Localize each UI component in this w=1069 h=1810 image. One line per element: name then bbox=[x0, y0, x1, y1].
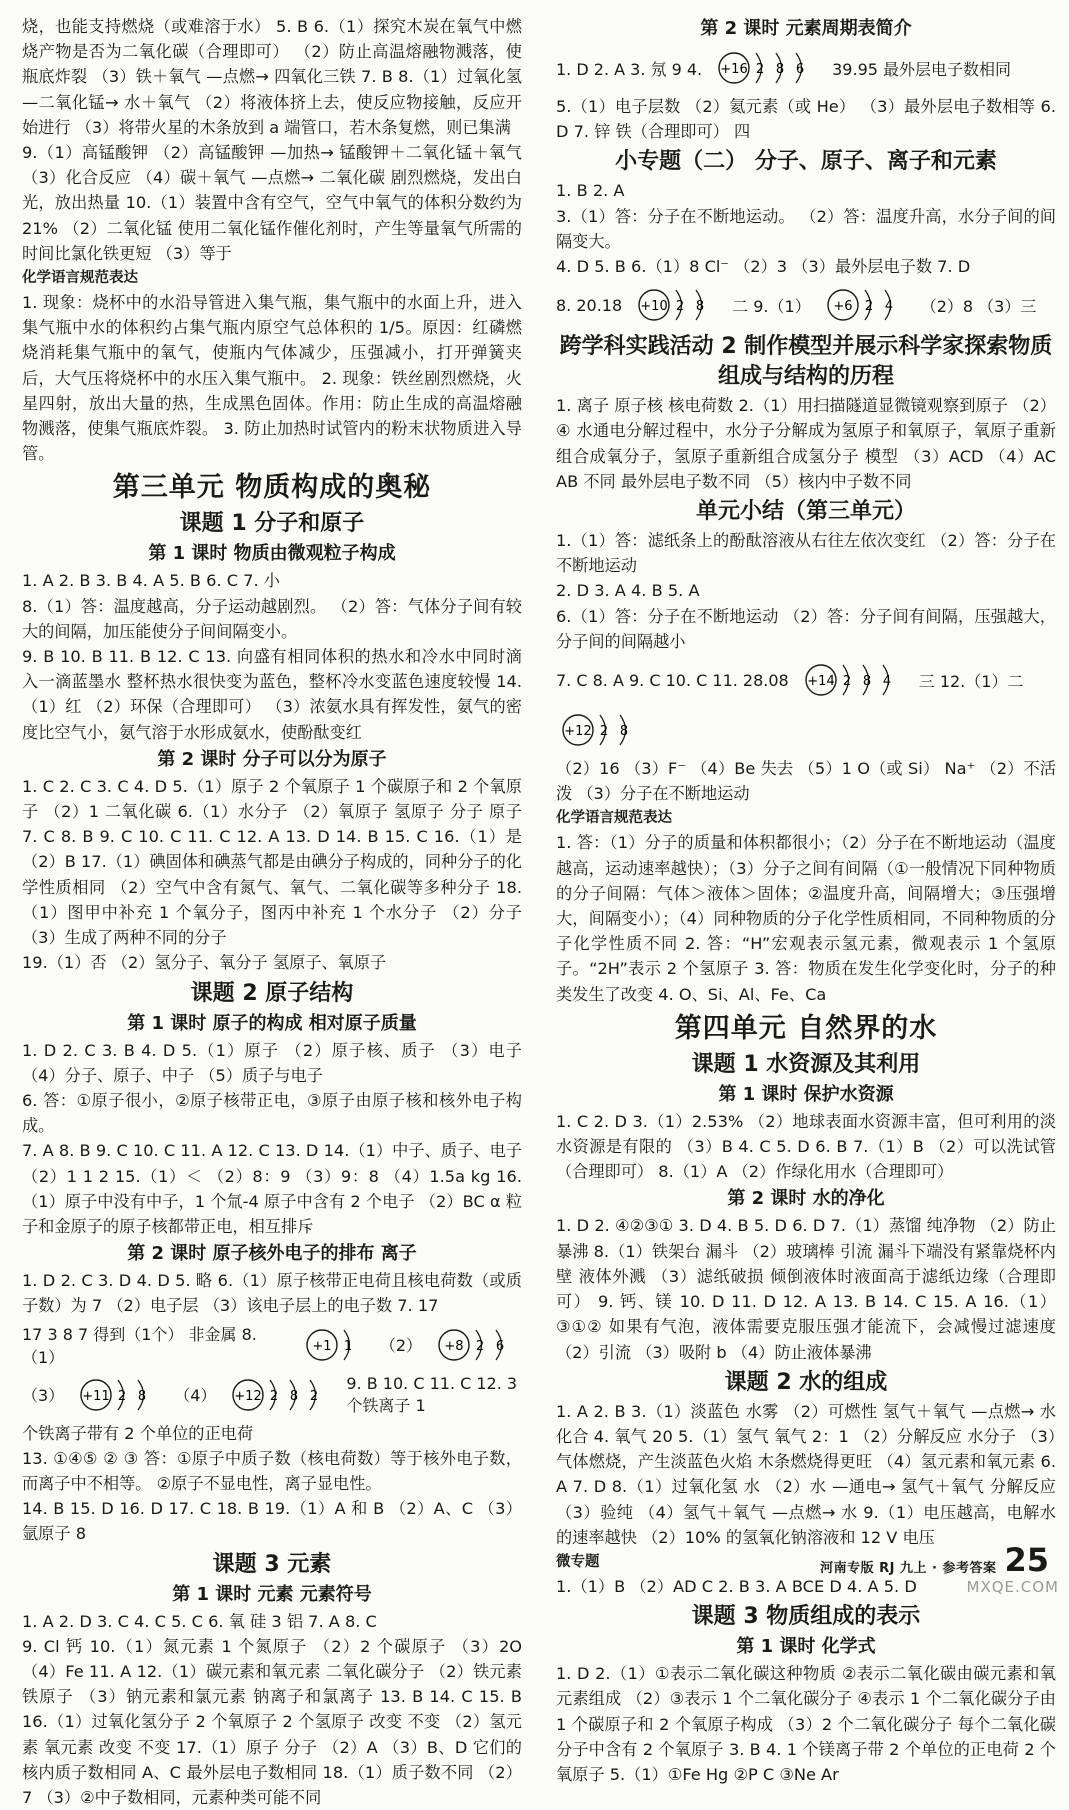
atom-diagram-line bbox=[556, 656, 1056, 704]
footer-label: 河南专版 RJ 九上 · 参考答案 bbox=[820, 1561, 997, 1576]
unit-title: 第四单元 自然界的水 bbox=[674, 1012, 938, 1044]
answer-paragraph: 14. B 15. D 16. D 17. C 18. B 19.（1）A 和 B （2）A、C （3）氩原子 8 bbox=[22, 1499, 522, 1544]
answer-text: 7. C 8. A 9. C 10. C 11. 28.08 bbox=[556, 670, 789, 690]
shell-electron-count: 4 bbox=[884, 299, 893, 315]
shell-electron-count: 2 bbox=[676, 299, 685, 315]
page-number: 25 bbox=[1004, 1541, 1049, 1579]
lesson-title: 课题 3 物质组成的表示 bbox=[691, 1604, 921, 1630]
period-title: 第 1 课时 物质由微观粒子构成 bbox=[148, 543, 396, 565]
answer-paragraph: 8.（1）答：温度越高，分子运动越剧烈。 （2）答：气体分子间有较大的间隔，加压能使分子间间隔变小。 bbox=[22, 596, 522, 641]
answer-text: （4） bbox=[174, 1386, 217, 1406]
atom-structure-diagram bbox=[821, 282, 911, 328]
atom-diagram-line bbox=[556, 281, 1056, 329]
lesson-title: 课题 3 元素 bbox=[212, 1551, 332, 1577]
lesson-title: 课题 1 分子和原子 bbox=[179, 511, 365, 537]
shell-electron-count: 2 bbox=[755, 62, 765, 77]
lesson-title: 课题 1 水资源及其利用 bbox=[691, 1051, 921, 1077]
answer-paragraph: 6.（1）答：分子在不断地运动 （2）答：分子间有间隔，压强越大，分子间的间隔越小 bbox=[556, 606, 1056, 651]
atom-structure-diagram bbox=[74, 1372, 164, 1418]
answer-paragraph: 3.（1）答：分子在不断地运动。 （2）答：温度升高，水分子间的间隔变大。 bbox=[556, 206, 1056, 251]
shell-electron-count: 2 bbox=[864, 299, 873, 315]
answer-paragraph: 9. Cl 钙 10.（1）氮元素 1 个氮原子 （2）2 个碳原子 （3）2O （4）Fe 11. A 12.（1）碳元素和氧元素 二氧化碳分子 （2）铁元素 铁原子 （3）钠元素和氯元素 钠离子和氯离子 13. B 14. C 15. B 16.（1）过氧化氢分子 2 个氧原子 2 个氢原子 改变 不变 （2）氢元素 氧元素 改变 不变 17.（1）原子 分子 （2）A （3）B、D 它们的核内质子数相同 A、C 最外层电子数相同 18.（1）质子数不同 （2）7 （3）②中子数相同，元素种类可能不同 bbox=[22, 1636, 522, 1807]
answer-paragraph: 9. B 10. B 11. B 12. C 13. 向盛有相同体积的热水和冷水中同时滴入一滴蓝墨水 整杯热水很快变为蓝色，整杯冷水变蓝色速度较慢 14.（1）红 （2）环保（合理即可） （3）浓氨水具有挥发性，氨气的密度比空气小，氨气溶于水形成氨水，使酚酞变红 bbox=[22, 647, 522, 742]
answer-text: 三 12.（1）二 bbox=[918, 671, 1024, 691]
atom-structure-diagram bbox=[300, 1322, 370, 1368]
shell-electron-count: 8 bbox=[775, 62, 785, 77]
answer-paragraph: 烧，也能支持燃烧（或难溶于水） 5. B 6.（1）探究木炭在氧气中燃烧产物是否为二氧化碳（合理即可） （2）防止高温熔融物溅落，使瓶底炸裂 （3）铁＋氧气 —点燃→ 四氧化三铁 7. B 8.（1）过氧化氢 —二氧化锰→ 水＋氧气 （2）将液体挤上去，使反应物接触，反应开始进行 （3）将带火星的木条放到 a 端管口，若木条复燃，则已集满 bbox=[22, 17, 522, 137]
shell-electron-count: 2 bbox=[599, 724, 609, 740]
answer-paragraph: 6. 答：①原子很小，②原子核带正电，③原子由原子核和核外电子构成。 bbox=[22, 1090, 522, 1136]
shell-electron-count: 2 bbox=[118, 1388, 127, 1404]
lesson-title: 小专题（二） 分子、原子、离子和元素 bbox=[615, 149, 997, 175]
period-title: 第 1 课时 原子的构成 相对原子质量 bbox=[127, 1012, 417, 1034]
shell-electron-count: 8 bbox=[619, 724, 629, 740]
answer-paragraph: 2. D 3. A 4. B 5. A bbox=[556, 581, 700, 601]
nuclear-charge-label: +12 bbox=[564, 724, 592, 740]
answer-text: 二 9.（1） bbox=[732, 296, 811, 316]
answer-paragraph: 1. D 2. ④②③① 3. D 4. B 5. D 6. D 7.（1）蒸馏 纯净物 （2）防止暴沸 8.（1）铁架台 漏斗 （2）玻璃棒 引流 漏斗下端没有紧靠烧杯内壁 液体外溅 （3）滤纸破损 倾倒液体时液面高于滤纸边缘（合理即可） 9. 钙、镁 10. D 11. D 12. A 13. B 14. C 15. A 16.（1）③①② 如果有气泡，液体需要克服压强才能流下，会减慢过滤速度 （2）引流 （3）吸附 b （4）防止液体暴沸 bbox=[556, 1216, 1056, 1362]
answer-paragraph: 1. D 2. C 3. D 4. D 5. 略 6.（1）原子核带正电荷且核电荷数（或质子数）为 7 （2）电子层 （3）该电子层上的电子数 7. 17 bbox=[22, 1271, 522, 1316]
period-title: 第 2 课时 水的净化 bbox=[727, 1188, 885, 1210]
period-title: 第 1 课时 元素 元素符号 bbox=[172, 1583, 372, 1605]
answer-paragraph: 1. C 2. C 3. C 4. D 5.（1）原子 2 个氧原子 1 个碳原子和 2 个氧原子 （2）1 二氧化碳 6.（1）水分子 （2）氧原子 氢原子 分子 原子 7. C 8. B 9. C 10. C 11. C 12. A 13. D 14. B 15. C 16.（1）是 （2）B 17.（1）碘固体和碘蒸气都是由碘分子构成的，同种分子的化学性质相同 （2）空气中含有氮气、氧气、二氧化碳等多种分子 18.（1）图甲中补充 1 个氧分子，图丙中补充 1 个水分子 （2）分子 （3）生成了两种不同的分子 bbox=[22, 776, 522, 948]
shell-electron-count: 8 bbox=[290, 1388, 299, 1404]
shell-electron-count: 6 bbox=[495, 1338, 505, 1354]
nuclear-charge-label: +12 bbox=[234, 1388, 263, 1404]
answer-paragraph: 9.（1）高锰酸钾 （2）高锰酸钾 —加热→ 锰酸钾＋二氧化锰＋氧气 （3）化合反应 （4）碳＋氧气 —点燃→ 二氧化碳 剧烈燃烧，发出白光，放出热量 10.（1）装置中含有空气，空气中氧气的体积分数约为 21% （2）二氧化锰 使用二氧化锰作催化剂时，产生等量氧气所需的时间比氯化铁更短 （3）等于 bbox=[22, 143, 522, 263]
answer-paragraph: 1. 现象：烧杯中的水沿导管进入集气瓶，集气瓶中的水面上升，进入集气瓶中水的体积约占集气瓶内原空气总体积的 1/5。原因：红磷燃烧消耗集气瓶中的氧气，使瓶内气体减少，压强减小，打开弹簧夹后，大气压将烧杯中的水压入集气瓶中。 2. 现象：铁丝剧烈燃烧，火星四射，放出大量的热，生成黑色固体。作用：防止生成的高温熔融物溅落，使集气瓶底炸裂。 3. 防止加热时试管内的粉末状物质进入导管。 bbox=[22, 293, 522, 464]
left-column bbox=[22, 14, 522, 1810]
period-title: 第 1 课时 保护水资源 bbox=[718, 1083, 894, 1105]
atom-structure-diagram bbox=[632, 282, 722, 328]
atom-diagram-line bbox=[22, 1321, 522, 1369]
answer-paragraph: 1. A 2. B 3.（1）淡蓝色 水雾 （2）可燃性 氢气＋氧气 —点燃→ 水 化合 4. 氧气 20 5.（1）氢气 氧气 2：1 （2）分解反应 水分子 （3）气体燃烧，产生淡蓝色火焰 木条燃烧得更旺 （4）氢元素和氧元素 6. A 7. D 8.（1）过氧化氢 水 （2）水 —通电→ 氢气＋氧气 分解反应 （3）验纯 （4）氢气＋氧气 —点燃→ 水 9.（1）电压越高，电解水的速率越快 （2）10% 的氢氧化钠溶液和 12 V 电压 bbox=[556, 1401, 1056, 1547]
nuclear-charge-label: +14 bbox=[807, 674, 835, 690]
answer-paragraph: 1. D 2. C 3. B 4. D 5.（1）原子 （2）原子核、质子 （3）电子 （4）分子、原子、中子 （5）质子与电子 bbox=[22, 1040, 522, 1085]
shell-electron-count: 6 bbox=[795, 62, 805, 77]
answer-paragraph: （2）16 （3）F⁻ （4）Be 失去 （5）1 O（或 Si） Na⁺ （2）不活泼 （3）分子在不断地运动 bbox=[556, 759, 1056, 804]
answer-text: （2）8 （3）三 bbox=[920, 296, 1037, 316]
atom-diagram-line bbox=[556, 706, 1056, 754]
answer-paragraph: 4. D 5. B 6.（1）8 Cl⁻ （2）3 （3）最外层电子数 7. D bbox=[556, 257, 971, 277]
period-title: 第 2 课时 元素周期表简介 bbox=[700, 18, 912, 39]
section-label: 化学语言规范表达 bbox=[556, 810, 672, 827]
nuclear-charge-label: +1 bbox=[312, 1338, 332, 1354]
answer-paragraph: 7. A 8. B 9. C 10. C 11. A 12. C 13. D 14.（1）中子、质子、电子 （2）1 1 2 15.（1）＜ （2）8：9 （3）9：8 （4）1.5a kg 16.（1）原子中没有中子，1 个氚-4 原子中含有 2 个电子 （2）BC α 粒子和金原子的原子核都带正电，相互排斥 bbox=[22, 1141, 522, 1236]
answer-paragraph: 个铁离子带有 2 个单位的正电荷 bbox=[22, 1423, 254, 1443]
lesson-title: 课题 2 水的组成 bbox=[724, 1369, 888, 1395]
nuclear-charge-label: +10 bbox=[640, 299, 668, 315]
answer-text: 39.95 最外层电子数相同 bbox=[832, 59, 1012, 79]
answer-paragraph: 1. A 2. D 3. C 4. C 5. C 6. 氧 硅 3 铝 7. A 8. C bbox=[22, 1611, 377, 1631]
atom-structure-diagram bbox=[432, 1322, 522, 1368]
shell-electron-count: 1 bbox=[343, 1338, 352, 1354]
shell-electron-count: 2 bbox=[842, 674, 851, 690]
answer-paragraph: 1. 离子 原子核 核电荷数 2.（1）用扫描隧道显微镜观察到原子 （2）④ 水通电分解过程中，水分子分解成为氢原子和氧原子，氧原子重新组合成氧分子，氢原子重新组合成氢分子 模型 （3）ACD （4）AC AB 不同 最外层电子数不同 （5）核内中子数不同 bbox=[556, 396, 1056, 491]
answer-paragraph: 1. B 2. A bbox=[556, 181, 625, 201]
answer-text: （2） bbox=[379, 1336, 422, 1356]
answer-paragraph: 1. 答：（1）分子的质量和体积都很小；（2）分子在不断地运动（温度越高，运动速率越快）；（3）分子之间有间隔（①一般情况下同种物质的分子间隔：气体＞液体＞固体；②温度升高，间隔增大；③压强增大，间隔变小）；（4）同种物质的分子化学性质相同，不同种物质的分子化学性质不同 2. 答：“H”宏观表示氢元素，微观表示 1 个氢原子。“2H”表示 2 个氢原子 3. 答：物质在发生化学变化时，分子的种类发生了改变 4. O、Si、Al、Fe、Ca bbox=[556, 833, 1056, 1004]
answer-paragraph: 1.（1）B （2）AD C 2. B 3. A BCE D 4. A 5. D bbox=[556, 1576, 917, 1596]
section-label: 化学语言规范表达 bbox=[22, 270, 138, 287]
answer-paragraph: 1. D 2.（1）①表示二氧化碳这种物质 ②表示二氧化碳由碳元素和氧元素组成 （2）③表示 1 个二氧化碳分子 ④表示 1 个二氧化碳分子由 1 个碳原子和 2 个氧原子构成 （3）2 个二氧化碳分子 每个二氧化碳分子中含有 2 个氧原子 3. B 4. 1 个镁离子带 2 个单位的正电荷 2 个氧原子 5.（1）①Fe Hg ②P C ③Ne Ar bbox=[556, 1664, 1056, 1784]
answer-text: 8. 20.18 bbox=[556, 295, 623, 315]
atom-diagram-line bbox=[556, 44, 1056, 92]
nuclear-charge-label: +11 bbox=[82, 1388, 110, 1404]
shell-electron-count: 8 bbox=[138, 1388, 147, 1404]
answer-paragraph: 1. A 2. B 3. B 4. A 5. B 6. C 7. 小 bbox=[22, 571, 280, 591]
right-column bbox=[556, 14, 1056, 1787]
lesson-title: 课题 2 原子结构 bbox=[190, 980, 354, 1006]
answer-text: （3） bbox=[22, 1386, 65, 1406]
atom-structure-diagram bbox=[712, 45, 822, 91]
nuclear-charge-label: +8 bbox=[444, 1338, 464, 1354]
answer-paragraph: 5.（1）电子层数 （2）氦元素（或 He） （3）最外层电子数相等 6. D 7. 锌 铁（合理即可） 四 bbox=[556, 97, 1056, 142]
answer-paragraph: 13. ①④⑤ ② ③ 答：①原子中质子数（核电荷数）等于核外电子数，而离子中不相等。 ②原子不显电性，离子显电性。 bbox=[22, 1448, 522, 1493]
unit-title: 第三单元 物质构成的奥秘 bbox=[112, 472, 432, 504]
page-footer bbox=[820, 1541, 1049, 1579]
shell-electron-count: 2 bbox=[270, 1388, 279, 1404]
lesson-title: 跨学科实践活动 2 制作模型并展示科学家探索物质组成与结构的历程 bbox=[559, 334, 1053, 390]
atom-structure-diagram bbox=[556, 707, 646, 753]
period-title: 第 2 课时 分子可以分为原子 bbox=[157, 748, 387, 770]
atom-structure-diagram bbox=[226, 1372, 336, 1418]
atom-structure-diagram bbox=[799, 657, 909, 703]
answer-text: 9. B 10. C 11. C 12. 3 个铁离子 1 bbox=[346, 1373, 518, 1415]
period-title: 第 1 课时 化学式 bbox=[736, 1636, 876, 1658]
shell-electron-count: 8 bbox=[862, 674, 871, 690]
shell-electron-count: 4 bbox=[882, 674, 891, 690]
nuclear-charge-label: +6 bbox=[833, 299, 853, 315]
answer-paragraph: 19.（1）否 （2）氢分子、氧分子 氢原子、氧原子 bbox=[22, 953, 387, 973]
answer-paragraph: 1.（1）答：滤纸条上的酚酞溶液从右往左依次变红 （2）答：分子在不断地运动 bbox=[556, 531, 1056, 576]
shell-electron-count: 2 bbox=[475, 1338, 485, 1354]
nuclear-charge-label: +16 bbox=[720, 62, 748, 77]
shell-electron-count: 2 bbox=[310, 1388, 319, 1404]
lesson-title: 单元小结（第三单元） bbox=[695, 499, 916, 525]
shell-electron-count: 8 bbox=[696, 299, 705, 315]
answer-text: 17 3 8 7 得到（1个） 非金属 8.（1） bbox=[22, 1324, 257, 1367]
atom-diagram-line bbox=[22, 1371, 522, 1419]
answer-text: 1. D 2. A 3. 氖 9 4. bbox=[556, 59, 703, 79]
section-label: 微专题 bbox=[556, 1553, 600, 1570]
answer-paragraph: 1. C 2. D 3.（1）2.53% （2）地球表面水资源丰富，但可利用的淡水资源是有限的 （3）B 4. C 5. D 6. B 7.（1）B （2）可以洗试管（合理即可） 8.（1）A （2）作绿化用水（合理即可） bbox=[556, 1111, 1056, 1182]
period-title: 第 2 课时 原子核外电子的排布 离子 bbox=[127, 1243, 417, 1265]
watermark: MXQE.COM bbox=[966, 1578, 1059, 1596]
